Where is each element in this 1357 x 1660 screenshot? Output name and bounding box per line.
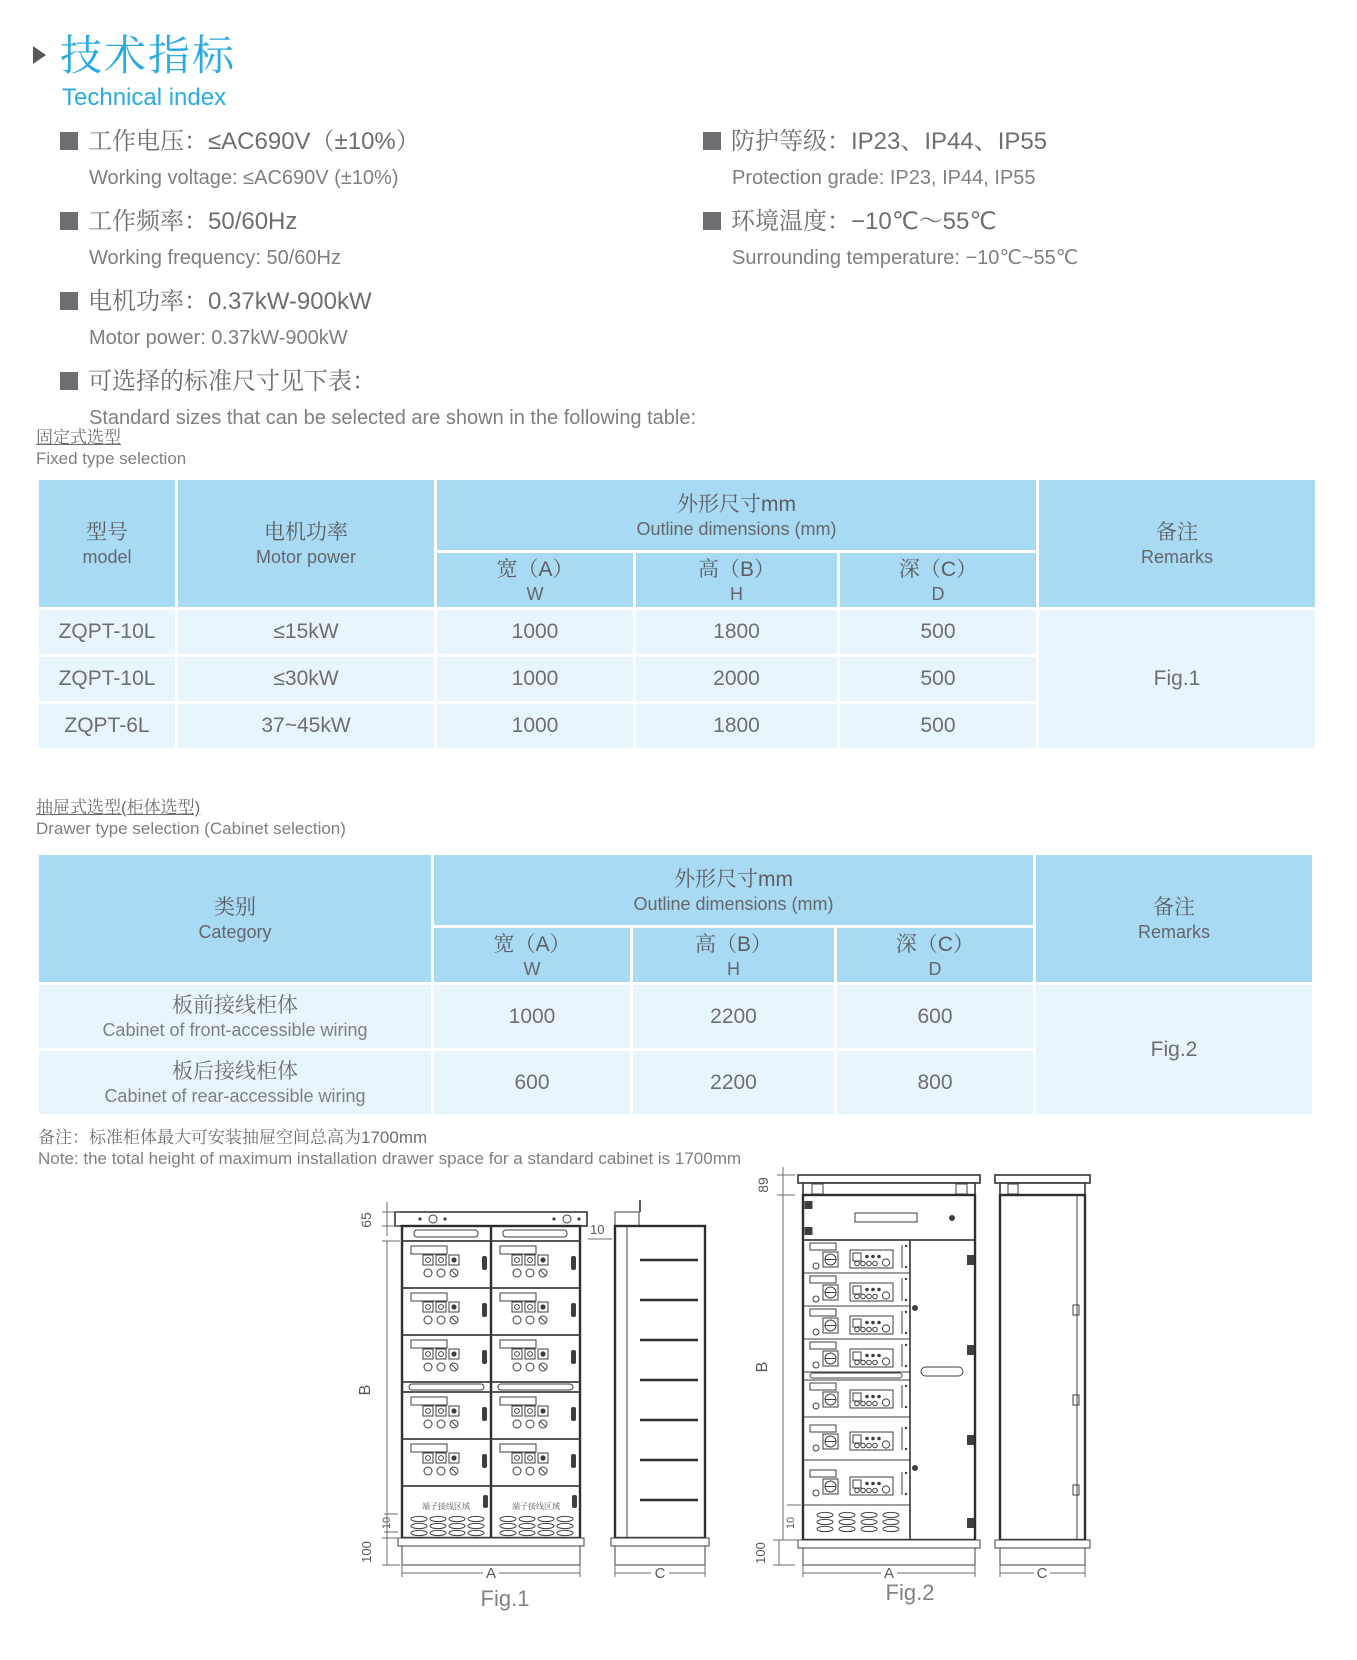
cell-depth: 800 xyxy=(837,1051,1033,1114)
cell-model: ZQPT-6L xyxy=(39,704,175,748)
col-header-model xyxy=(39,480,175,607)
cell-depth: 500 xyxy=(840,704,1036,748)
col-header-power-cn: 电机功率 xyxy=(264,521,348,544)
fixed-section-label-en: Fixed type selection xyxy=(36,449,187,468)
col-header-category-en: Category xyxy=(198,922,272,942)
fig2-dim-cap-height: 89 xyxy=(755,1177,771,1193)
fig1-drawing xyxy=(340,1140,715,1620)
cell-category-en: Cabinet of front-accessible wiring xyxy=(102,1019,368,1040)
spec-cn-text: 工作频率：50/60Hz xyxy=(88,208,298,235)
cell-model: ZQPT-10L xyxy=(39,610,175,654)
table-header-row xyxy=(39,480,1315,550)
col-header-remarks xyxy=(1036,855,1312,982)
fig1-terminal-area-label: 端子接线区域 xyxy=(512,1502,560,1511)
fig1-caption: Fig.1 xyxy=(480,1586,530,1611)
bullet-square-icon xyxy=(703,212,721,230)
drawer-section-label-cn: 抽屉式选型(柜体选型) xyxy=(36,798,201,817)
col-header-remarks-en: Remarks xyxy=(1140,547,1213,567)
spec-en-text: Motor power: 0.37kW-900kW xyxy=(89,327,348,349)
cell-power: ≤15kW xyxy=(178,610,434,654)
cell-depth: 500 xyxy=(840,610,1036,654)
col-header-width xyxy=(437,553,633,607)
cell-category-en: Cabinet of rear-accessible wiring xyxy=(104,1085,366,1106)
col-header-height-cn: 高（B） xyxy=(694,932,772,956)
col-header-outline-cn: 外形尺寸mm xyxy=(677,492,796,516)
fig2-dim-depth: C xyxy=(1036,1565,1048,1582)
spec-en-text: Surrounding temperature: −10℃~55℃ xyxy=(732,247,1079,269)
fig1-dim-vent-height: 10 xyxy=(381,1516,393,1530)
drawer-type-table xyxy=(36,852,1315,1117)
col-header-depth-en: D xyxy=(931,583,945,604)
col-header-outline xyxy=(437,480,1036,550)
col-header-category-cn: 类别 xyxy=(214,896,256,919)
col-header-depth xyxy=(840,553,1036,607)
col-header-width-en: W xyxy=(526,583,544,604)
fig2-dim-width: A xyxy=(883,1565,895,1582)
cell-depth: 600 xyxy=(837,985,1033,1048)
table-header-row xyxy=(39,855,1312,925)
cell-height: 2000 xyxy=(636,657,837,701)
fig1-dim-base-height: 100 xyxy=(359,1541,374,1563)
bullet-square-icon xyxy=(60,132,78,150)
col-header-model-en: model xyxy=(82,547,132,567)
bullet-square-icon xyxy=(60,212,78,230)
spec-standard-sizes xyxy=(60,367,700,430)
section-arrow-icon xyxy=(33,46,46,64)
col-header-width xyxy=(434,928,630,982)
bullet-square-icon xyxy=(60,372,78,390)
spec-cn-text: 工作电压：≤AC690V（±10%） xyxy=(88,128,420,155)
cell-width: 1000 xyxy=(437,657,633,701)
col-header-power xyxy=(178,480,434,607)
fig2-drawing xyxy=(715,1095,1125,1615)
fig1-front-view xyxy=(395,1212,587,1565)
drawer-section-label-en: Drawer type selection (Cabinet selection) xyxy=(36,819,346,838)
cell-width: 1000 xyxy=(437,610,633,654)
col-header-outline-cn: 外形尺寸mm xyxy=(674,867,793,891)
fig1-terminal-area-label: 端子接线区域 xyxy=(422,1502,470,1511)
cell-height: 2200 xyxy=(633,985,834,1048)
spec-motor-power xyxy=(60,287,700,350)
col-header-model-cn: 型号 xyxy=(86,521,128,544)
col-header-remarks-cn: 备注 xyxy=(1156,521,1198,544)
col-header-remarks-cn: 备注 xyxy=(1153,896,1195,919)
note-en: Note: the total height of maximum installation drawer space for a standard cabinet is 1700mm xyxy=(38,1149,742,1168)
col-header-height-cn: 高（B） xyxy=(697,557,775,581)
spec-cn-text: 可选择的标准尺寸见下表： xyxy=(88,368,376,395)
fig2-front-view xyxy=(798,1175,980,1565)
cell-height: 1800 xyxy=(636,704,837,748)
fig2-caption: Fig.2 xyxy=(885,1580,935,1605)
fixed-section-label-cn: 固定式选型 xyxy=(36,428,121,447)
col-header-height-en: H xyxy=(727,958,740,979)
fig2-dim-body-height: B xyxy=(754,1361,771,1373)
spec-working-voltage xyxy=(60,127,700,190)
cell-category-cn: 板后接线柜体 xyxy=(172,1059,298,1083)
cell-width: 600 xyxy=(434,1051,630,1114)
spec-cn-text: 电机功率：0.37kW-900kW xyxy=(88,288,372,315)
col-header-depth-cn: 深（C） xyxy=(895,932,975,956)
col-header-width-cn: 宽（A） xyxy=(496,557,574,581)
col-header-remarks-en: Remarks xyxy=(1137,922,1210,942)
spec-surrounding-temperature xyxy=(703,207,1343,270)
spec-column-right xyxy=(703,127,1343,287)
col-header-category xyxy=(39,855,431,982)
cell-remarks: Fig.1 xyxy=(1039,610,1315,748)
fig1-side-view xyxy=(611,1200,709,1565)
spec-en-text: Working voltage: ≤AC690V (±10%) xyxy=(89,167,399,189)
col-header-outline-en: Outline dimensions (mm) xyxy=(636,518,837,539)
fig1-dim-width: A xyxy=(485,1565,497,1582)
cell-width: 1000 xyxy=(434,985,630,1048)
cell-category-cn: 板前接线柜体 xyxy=(172,993,298,1017)
col-header-height xyxy=(633,928,834,982)
table-row xyxy=(39,985,1312,1048)
spec-protection-grade xyxy=(703,127,1343,190)
spec-en-text: Protection grade: IP23, IP44, IP55 xyxy=(732,167,1036,189)
spec-en-text: Standard sizes that can be selected are shown in the following table: xyxy=(89,407,697,429)
col-header-remarks xyxy=(1039,480,1315,607)
page-title: 技术指标 xyxy=(60,32,237,79)
cell-model: ZQPT-10L xyxy=(39,657,175,701)
col-header-depth-en: D xyxy=(928,958,942,979)
col-header-outline xyxy=(434,855,1033,925)
col-header-width-en: W xyxy=(523,958,541,979)
fixed-type-table xyxy=(36,477,1318,751)
fig1-dim-top-clearance: 10 xyxy=(590,1222,605,1237)
spec-cn-text: 防护等级：IP23、IP44、IP55 xyxy=(731,128,1048,155)
page-subtitle: Technical index xyxy=(62,84,227,111)
fig1-dim-depth: C xyxy=(654,1565,666,1582)
spec-en-text: Working frequency: 50/60Hz xyxy=(89,247,341,269)
spec-cn-text: 环境温度：−10℃～55℃ xyxy=(731,208,997,235)
cell-power: ≤30kW xyxy=(178,657,434,701)
cell-width: 1000 xyxy=(437,704,633,748)
cell-remarks: Fig.2 xyxy=(1036,985,1312,1114)
cell-power: 37~45kW xyxy=(178,704,434,748)
col-header-outline-en: Outline dimensions (mm) xyxy=(633,893,834,914)
fig2-dim-base-height: 100 xyxy=(753,1542,768,1564)
table-row xyxy=(39,610,1315,654)
fig1-dim-cap-height: 65 xyxy=(358,1212,374,1228)
col-header-depth-cn: 深（C） xyxy=(898,557,978,581)
cell-category xyxy=(39,1051,431,1114)
note-cn: 备注：标准柜体最大可安装抽屉空间总高为1700mm xyxy=(38,1128,428,1147)
spec-column-left xyxy=(60,127,700,447)
bullet-square-icon xyxy=(60,292,78,310)
cell-height: 1800 xyxy=(636,610,837,654)
bullet-square-icon xyxy=(703,132,721,150)
spec-working-frequency xyxy=(60,207,700,270)
col-header-power-en: Motor power xyxy=(255,547,357,567)
col-header-depth xyxy=(837,928,1033,982)
fig1-dim-body-height: B xyxy=(357,1384,374,1396)
col-header-height xyxy=(636,553,837,607)
col-header-height-en: H xyxy=(730,583,743,604)
fig2-side-view xyxy=(995,1175,1090,1565)
fig2-dim-vent-height: 10 xyxy=(785,1516,797,1530)
cell-category xyxy=(39,985,431,1048)
cell-height: 2200 xyxy=(633,1051,834,1114)
col-header-width-cn: 宽（A） xyxy=(493,932,571,956)
cell-depth: 500 xyxy=(840,657,1036,701)
